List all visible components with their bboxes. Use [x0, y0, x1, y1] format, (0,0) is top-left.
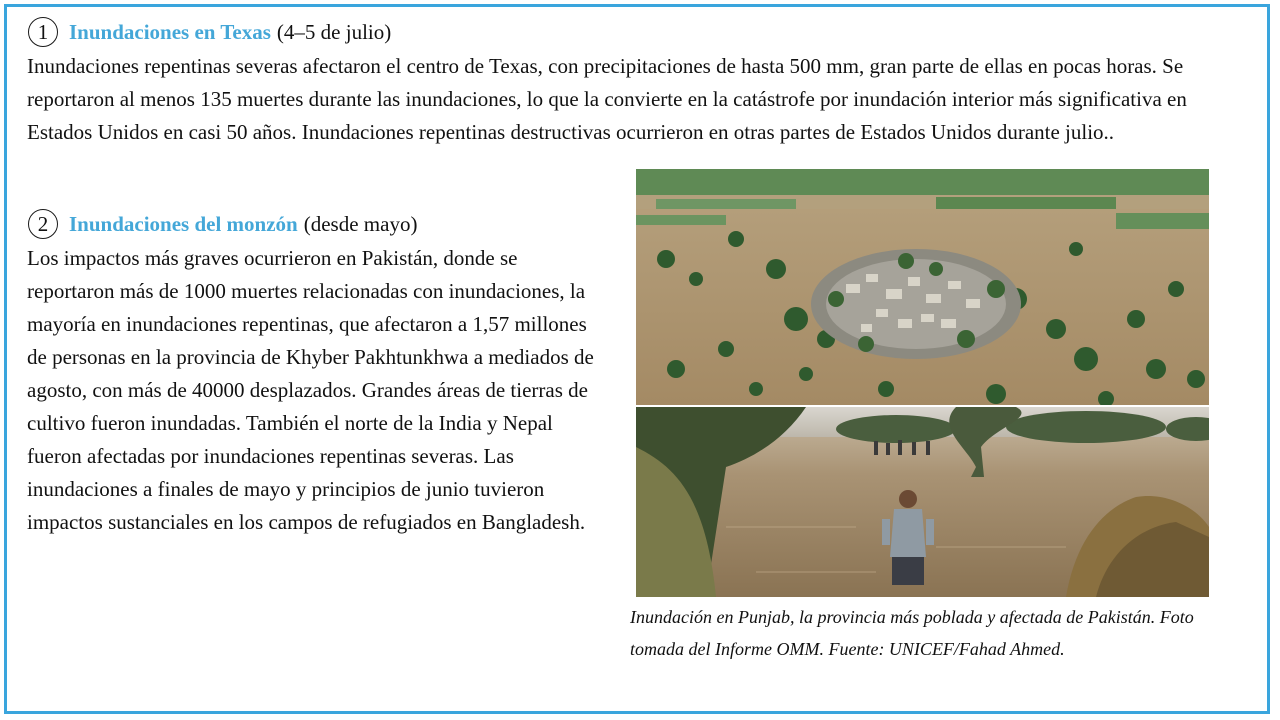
section-body: Los impactos más graves ocurrieron en Pakistán, donde se reportaron más de 1000 muertes relacionadas con inundaciones, la mayoría en inundaciones repentinas, que afectaron a 1,57 millones de personas en la provincia de Khyber Pakhtunkhwa a mediados de agosto, con más de 40000 desplazados. Grandes áreas de tierras de cultivo fueron inundadas. También el norte de la India y Nepal fueron afectadas por inundaciones repentinas severas. Las inundaciones a finales de mayo y principios de junio tuvieron impactos sustanciales en los campos de refugiados en Bangladesh.: [27, 246, 594, 534]
flood-photo-collage: [636, 169, 1209, 597]
section-texas-floods: [27, 14, 1247, 149]
section-title: Inundaciones del monzón: [69, 211, 298, 236]
flood-photo: [636, 169, 1209, 597]
aerial-flood-photo: [636, 169, 1209, 407]
section-number-badge: 2: [28, 209, 58, 239]
section-number-badge: 1: [28, 17, 58, 47]
ground-flood-photo: [636, 407, 1209, 597]
section-heading: [27, 206, 607, 242]
section-body: Inundaciones repentinas severas afectaron el centro de Texas, con precipitaciones de hasta 500 mm, gran parte de ellas en pocas horas. Se reportaron al menos 135 muertes durante las inundaciones, lo que la convierte en la catástrofe por inundación interior más significativa en Estados Unidos en casi 50 años. Inundaciones repentinas destructivas ocurrieron en otras partes de Estados Unidos durante julio..: [27, 54, 1187, 144]
section-date: (4–5 de julio): [276, 19, 392, 44]
photo-caption: Inundación en Punjab, la provincia más poblada y afectada de Pakistán. Foto tomada del Informe OMM. Fuente: UNICEF/Fahad Ahmed.: [630, 607, 1194, 659]
section-monsoon-floods: [27, 206, 607, 539]
section-heading: [27, 14, 1247, 50]
section-date: (desde mayo): [303, 211, 418, 236]
section-title: Inundaciones en Texas: [69, 19, 271, 44]
